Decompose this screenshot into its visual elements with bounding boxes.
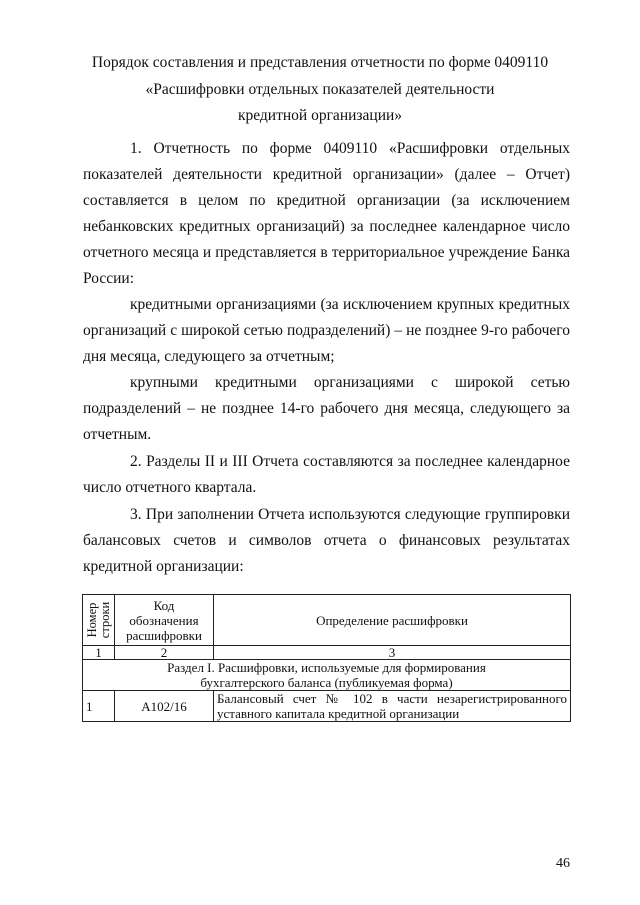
header-row-number-line-2: строки [97, 601, 112, 639]
section-header-line-2: бухгалтерского баланса (публикуемая форма) [200, 675, 453, 690]
table-header-row [83, 595, 571, 646]
section-header-cell [83, 660, 571, 691]
column-numbers-row [83, 646, 571, 660]
row-code-cell: А102/16 [115, 691, 214, 722]
document-title-line-3: кредитной организации» [237, 107, 403, 124]
paragraph-2-line: число отчетного квартала. [83, 479, 257, 496]
paragraph-1-line: небанковских кредитных организаций) за последнее календарное число [83, 218, 570, 235]
section-header-row [83, 660, 571, 691]
list-item-1-line: дня месяца, следующего за отчетным; [83, 348, 335, 365]
list-item-2-line: отчетным. [83, 426, 152, 443]
paragraph-3-line: кредитной организации: [83, 558, 244, 575]
paragraph-1-line: России: [83, 270, 135, 287]
header-definition-cell: Определение расшифровки [214, 595, 571, 646]
header-row-number-cell [83, 595, 115, 646]
document-title-line-1: Порядок составления и представления отчетности по форме 0409110 [91, 54, 549, 71]
list-item-2-line: подразделений – не позднее 14-го рабочего дня месяца, следующего за [83, 400, 570, 417]
decoding-table [82, 594, 571, 722]
list-item-2-line: крупными кредитными организациями с широкой сетью [130, 374, 570, 391]
paragraph-3-line: 3. При заполнении Отчета используются следующие группировки [130, 506, 570, 523]
header-code-cell: Код обозначения расшифровки [115, 595, 214, 646]
paragraph-1-line: составляется в целом по кредитной организации (за исключением [83, 192, 570, 209]
paragraph-3-line: балансовых счетов и символов отчета о финансовых результатах [83, 532, 570, 549]
column-number: 2 [115, 646, 214, 660]
page-number: 46 [556, 856, 570, 871]
row-definition-cell [214, 691, 571, 722]
paragraph-1-line: 1. Отчетность по форме 0409110 «Расшифровки отдельных [130, 140, 570, 157]
table-row [83, 691, 571, 722]
header-row-number-line-1: Номер [84, 602, 99, 638]
section-header-line-1: Раздел I. Расшифровки, используемые для формирования [167, 660, 486, 675]
row-definition-line-1: Балансовый счет № 102 в части незарегистрированного [217, 691, 567, 706]
list-item-1-line: организаций с широкой сетью подразделений) – не позднее 9-го рабочего [83, 322, 570, 339]
document-title-line-2: «Расшифровки отдельных показателей деятельности [145, 81, 495, 98]
paragraph-1-line: отчетного месяца и представляется в территориальное учреждение Банка [83, 244, 570, 261]
column-number: 1 [83, 646, 115, 660]
header-row-number-label [86, 602, 112, 638]
paragraph-1-line: показателей деятельности кредитной организации» (далее – Отчет) [83, 166, 570, 183]
paragraph-2-line: 2. Разделы II и III Отчета составляются за последнее календарное [130, 453, 570, 470]
list-item-1-line: кредитными организациями (за исключением крупных кредитных [130, 296, 570, 313]
row-number-cell: 1 [83, 691, 115, 722]
row-definition-line-2: уставного капитала кредитной организации [217, 706, 460, 721]
column-number: 3 [214, 646, 571, 660]
